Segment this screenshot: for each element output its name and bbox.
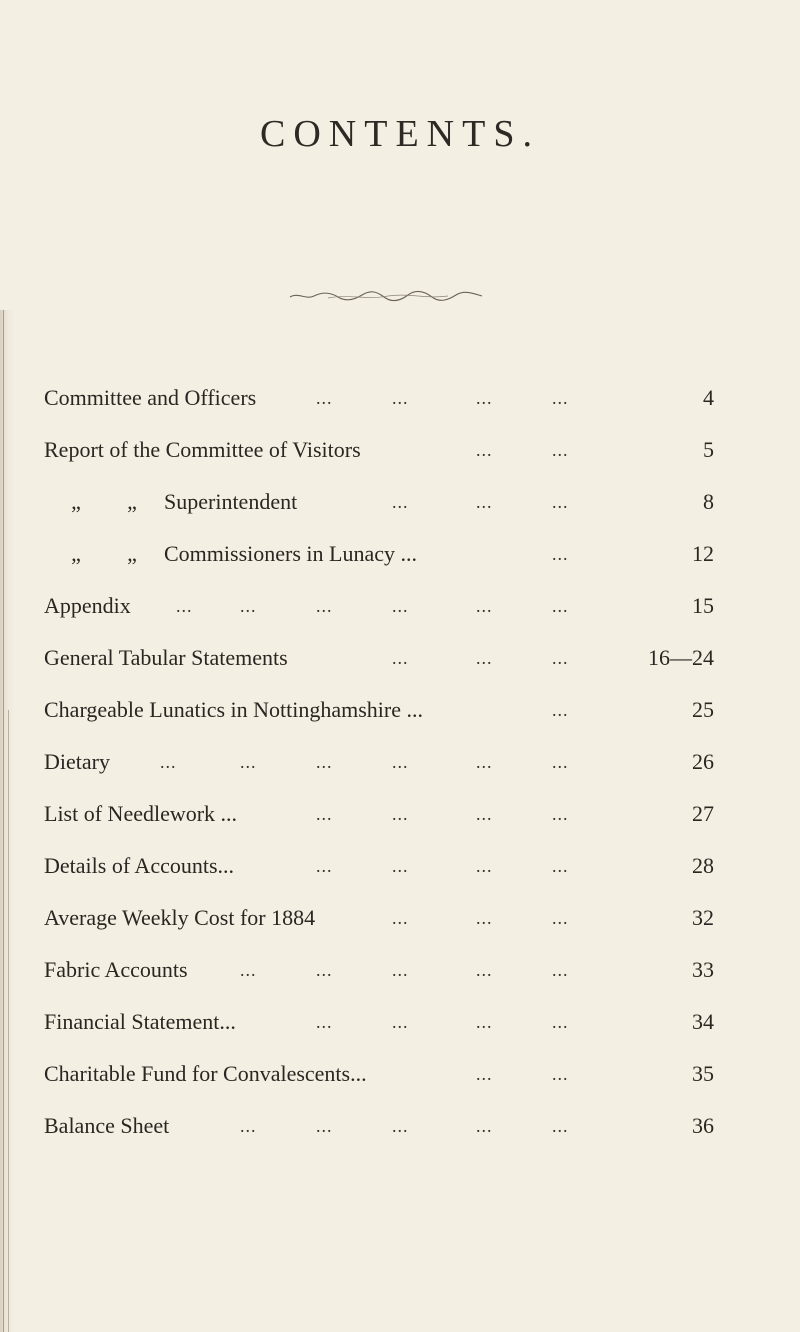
dot-leader: ... <box>240 752 257 772</box>
dot-leader: ... <box>316 1116 333 1136</box>
entry-page: 12 <box>692 541 714 566</box>
list-item[interactable] <box>44 644 714 696</box>
entry-page: 16—24 <box>648 645 714 670</box>
dot-leader: ... <box>552 596 569 616</box>
dot-leader: ... <box>476 648 493 668</box>
entry-page: 28 <box>692 853 714 878</box>
ditto-mark: „ <box>127 541 137 566</box>
dot-leader: ... <box>392 752 409 772</box>
entry-title: Superintendent <box>164 489 298 514</box>
entry-page: 32 <box>692 905 714 930</box>
dot-leader: ... <box>240 960 257 980</box>
dot-leader: ... <box>476 856 493 876</box>
list-item[interactable] <box>44 384 714 436</box>
dot-leader: ... <box>476 1064 493 1084</box>
list-item[interactable] <box>44 748 714 800</box>
entry-title: Chargeable Lunatics in Nottinghamshire ... <box>44 697 424 722</box>
entry-page: 5 <box>703 437 714 462</box>
ditto-mark: „ <box>71 541 81 566</box>
dot-leader: ... <box>552 908 569 928</box>
list-item[interactable] <box>44 956 714 1008</box>
entry-title: Commissioners in Lunacy ... <box>164 541 417 566</box>
dot-leader: ... <box>392 960 409 980</box>
entry-page: 15 <box>692 593 714 618</box>
page-title: CONTENTS. <box>260 113 540 155</box>
list-item[interactable] <box>44 1060 714 1112</box>
dot-leader: ... <box>392 1012 409 1032</box>
dot-leader: ... <box>240 596 257 616</box>
dot-leader: ... <box>392 1116 409 1136</box>
entry-title: Charitable Fund for Convalescents... <box>44 1061 367 1086</box>
entry-title: Details of Accounts... <box>44 853 235 878</box>
dot-leader: ... <box>552 492 569 512</box>
ditto-mark: „ <box>71 489 81 514</box>
dot-leader: ... <box>552 804 569 824</box>
entry-title: Balance Sheet <box>44 1113 170 1138</box>
entry-title: Financial Statement... <box>44 1009 236 1034</box>
dot-leader: ... <box>176 596 193 616</box>
entry-title: Average Weekly Cost for 1884 <box>44 905 316 930</box>
entry-page: 33 <box>692 957 714 982</box>
entry-title: Report of the Committee of Visitors <box>44 437 361 462</box>
dot-leader: ... <box>392 804 409 824</box>
dot-leader: ... <box>552 388 569 408</box>
dot-leader: ... <box>316 596 333 616</box>
list-item[interactable] <box>44 488 714 540</box>
dot-leader: ... <box>476 596 493 616</box>
dot-leader: ... <box>552 1064 569 1084</box>
entry-title: Dietary <box>44 749 110 774</box>
list-item[interactable] <box>44 592 714 644</box>
entry-page: 4 <box>703 385 714 410</box>
dot-leader: ... <box>552 960 569 980</box>
dot-leader: ... <box>476 804 493 824</box>
dot-leader: ... <box>476 440 493 460</box>
list-item[interactable] <box>44 696 714 748</box>
dot-leader: ... <box>476 1116 493 1136</box>
dot-leader: ... <box>552 700 569 720</box>
dot-leader: ... <box>552 752 569 772</box>
dot-leader: ... <box>552 1012 569 1032</box>
dot-leader: ... <box>316 856 333 876</box>
dot-leader: ... <box>316 1012 333 1032</box>
dot-leader: ... <box>316 804 333 824</box>
entry-page: 35 <box>692 1061 714 1086</box>
dot-leader: ... <box>392 492 409 512</box>
list-item[interactable] <box>44 852 714 904</box>
dot-leader: ... <box>476 492 493 512</box>
dot-leader: ... <box>316 960 333 980</box>
entry-page: 36 <box>692 1113 714 1138</box>
dot-leader: ... <box>552 440 569 460</box>
page-binding-edge <box>0 310 14 1332</box>
entry-title: Appendix <box>44 593 131 618</box>
ditto-mark: „ <box>127 489 137 514</box>
dot-leader: ... <box>552 648 569 668</box>
dot-leader: ... <box>476 960 493 980</box>
entry-page: 34 <box>692 1009 714 1034</box>
dot-leader: ... <box>392 648 409 668</box>
entry-title: Fabric Accounts <box>44 957 188 982</box>
list-item[interactable] <box>44 904 714 956</box>
dot-leader: ... <box>476 1012 493 1032</box>
entry-title: Committee and Officers <box>44 385 257 410</box>
entry-title: General Tabular Statements <box>44 645 288 670</box>
dot-leader: ... <box>476 388 493 408</box>
list-item[interactable] <box>44 800 714 852</box>
entry-page: 8 <box>703 489 714 514</box>
dot-leader: ... <box>316 752 333 772</box>
dot-leader: ... <box>552 544 569 564</box>
dot-leader: ... <box>160 752 177 772</box>
dot-leader: ... <box>316 388 333 408</box>
list-item[interactable] <box>44 1112 714 1164</box>
list-item[interactable] <box>44 1008 714 1060</box>
dot-leader: ... <box>392 388 409 408</box>
entry-title: List of Needlework ... <box>44 801 238 826</box>
dot-leader: ... <box>476 752 493 772</box>
decorative-rule <box>288 288 484 304</box>
entry-page: 26 <box>692 749 714 774</box>
dot-leader: ... <box>552 1116 569 1136</box>
dot-leader: ... <box>552 856 569 876</box>
entry-page: 27 <box>692 801 714 826</box>
dot-leader: ... <box>476 908 493 928</box>
dot-leader: ... <box>392 856 409 876</box>
dot-leader: ... <box>240 1116 257 1136</box>
dot-leader: ... <box>392 908 409 928</box>
entry-page: 25 <box>692 697 714 722</box>
contents-list <box>44 384 714 1164</box>
list-item[interactable] <box>44 436 714 488</box>
dot-leader: ... <box>392 596 409 616</box>
list-item[interactable] <box>44 540 714 592</box>
